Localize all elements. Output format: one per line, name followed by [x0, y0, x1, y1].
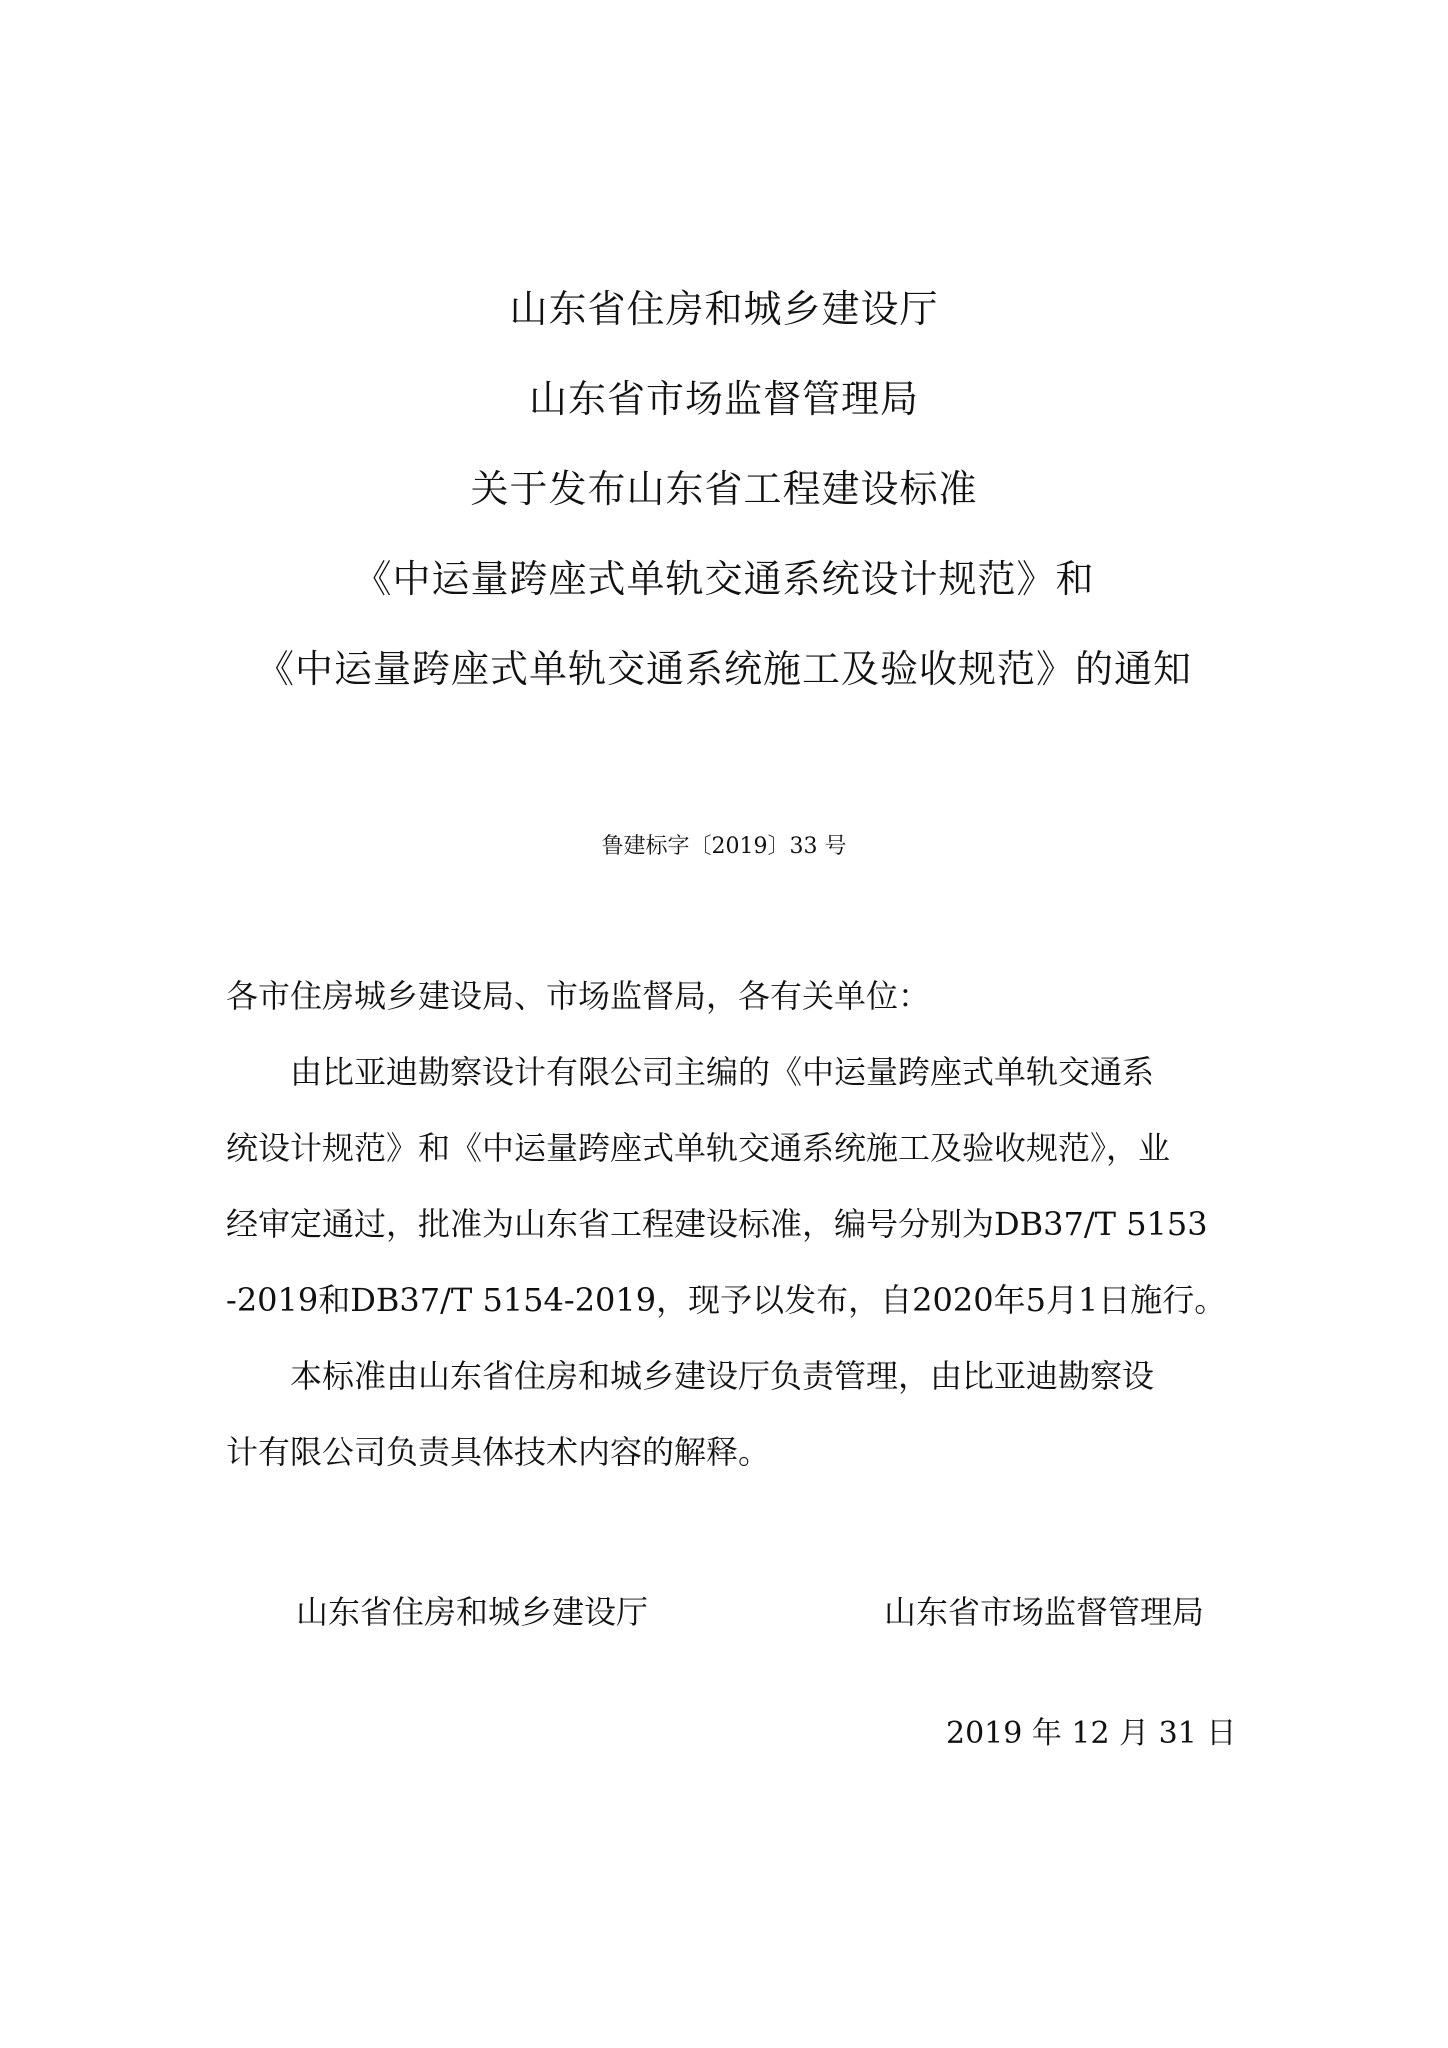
signature-market-supervision: 山东省市场监督管理局 [884, 1593, 1205, 1631]
title-line-subject: 关于发布山东省工程建设标准 [470, 467, 978, 511]
paragraph-line: 统设计规范》和《中运量跨座式单轨交通系统施工及验收规范》，业 [226, 1129, 1171, 1167]
paragraph-line: 计有限公司负责具体技术内容的解释。 [226, 1433, 771, 1471]
paragraph-line: 由比亚迪勘察设计有限公司主编的《中运量跨座式单轨交通系 [290, 1053, 1155, 1091]
title-line-standard-2: 《中运量跨座式单轨交通系统施工及验收规范》的通知 [255, 647, 1192, 691]
document-number: 鲁建标字〔2019〕33 号 [601, 834, 847, 859]
paragraph-line: -2019和DB37/T 5154-2019，现予以发布，自2020年5月1日施行。 [226, 1281, 1227, 1319]
signature-housing-department: 山东省住房和城乡建设厅 [296, 1593, 649, 1631]
issue-date: 2019 年 12 月 31 日 [946, 1716, 1237, 1751]
salutation: 各市住房城乡建设局、市场监督局，各有关单位： [226, 977, 931, 1015]
title-line-standard-1: 《中运量跨座式单轨交通系统设计规范》和 [353, 557, 1095, 601]
paragraph-line: 经审定通过，批准为山东省工程建设标准，编号分别为DB37/T 5153 [226, 1205, 1208, 1243]
title-line-issuer-1: 山东省住房和城乡建设厅 [509, 287, 939, 331]
title-line-issuer-2: 山东省市场监督管理局 [528, 377, 919, 421]
paragraph-line: 本标准由山东省住房和城乡建设厅负责管理，由比亚迪勘察设 [290, 1357, 1155, 1395]
